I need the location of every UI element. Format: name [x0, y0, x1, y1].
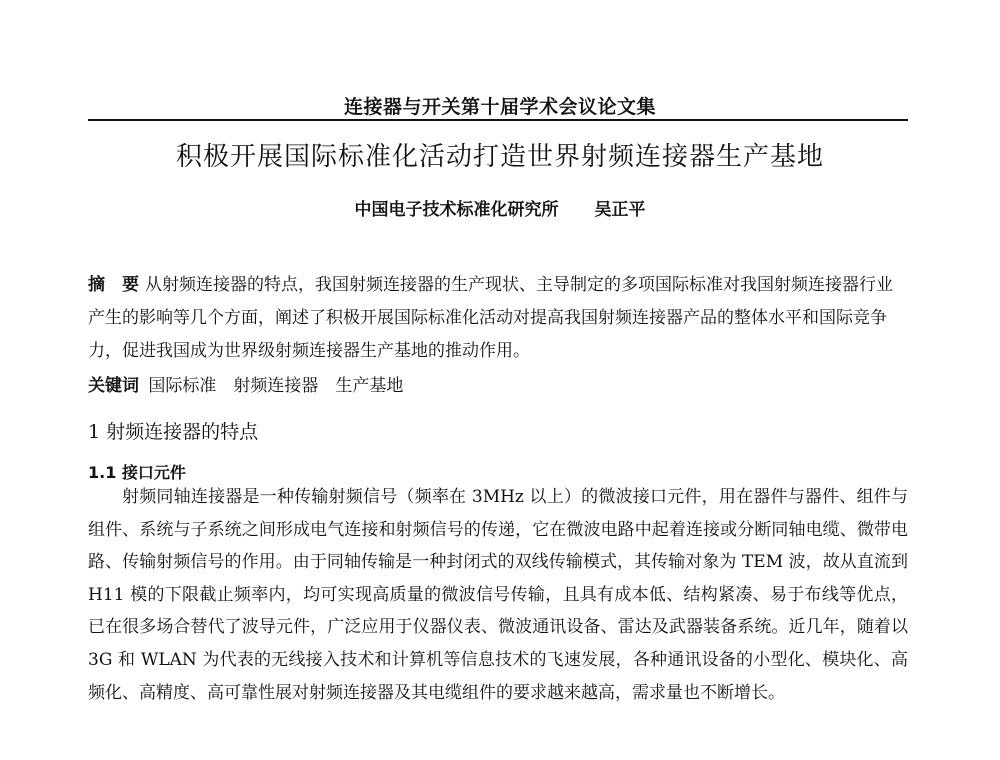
section-heading: 1 射频连接器的特点	[88, 421, 259, 443]
running-header: 连接器与开关第十届学术会议论文集	[343, 96, 656, 118]
abstract-label: 摘 要	[88, 275, 139, 295]
affiliation: 中国电子技术标准化研究所	[354, 200, 559, 220]
abstract-text: 从射频连接器的特点，我国射频连接器的生产现状、主导制定的多项国际标准对我国射频连接器行业产生的影响等几个方面，阐述了积极开展国际标准化活动对提高我国射频连接器产品的整体水平和国际竞争力，促进我国成为世界级射频连接器生产基地的推动作用。	[88, 275, 893, 361]
keywords-label: 关键词	[88, 376, 139, 396]
body-paragraph: 射频同轴连接器是一种传输射频信号（频率在 3MHz 以上）的微波接口元件，用在器件与器件、组件与组件、系统与子系统之间形成电气连接和射频信号的传递，它在微波电路中起着连接或分断同轴电缆、微带电路、传输射频信号的作用。由于同轴传输是一种封闭式的双线传输模式，其传输对象为 TEM 波，故从直流到 H11 模的下限截止频率内，均可实现高质量的微波信号传输，且具有成本低、结构紧凑、易于布线等优点，已在很多场合替代了波导元件，广泛应用于仪器仪表、微波通讯设备、雷达及武器装备系统。近几年，随着以 3G 和 WLAN 为代表的无线接入技术和计算机等信息技术的飞速发展，各种通讯设备的小型化、模块化、高频化、高精度、高可靠性展对射频连接器及其电缆组件的要求越来越高，需求量也不断增长。	[88, 487, 908, 703]
keywords-text: 国际标准 射频连接器 生产基地	[148, 376, 404, 396]
subsection-heading: 1.1 接口元件	[88, 463, 186, 482]
byline	[0, 195, 1000, 220]
paper-title: 积极开展国际标准化活动打造世界射频连接器生产基地	[175, 142, 824, 172]
header-rule	[88, 119, 908, 121]
author-name: 吴正平	[594, 200, 646, 220]
abstract	[88, 269, 908, 368]
keywords	[88, 372, 908, 400]
